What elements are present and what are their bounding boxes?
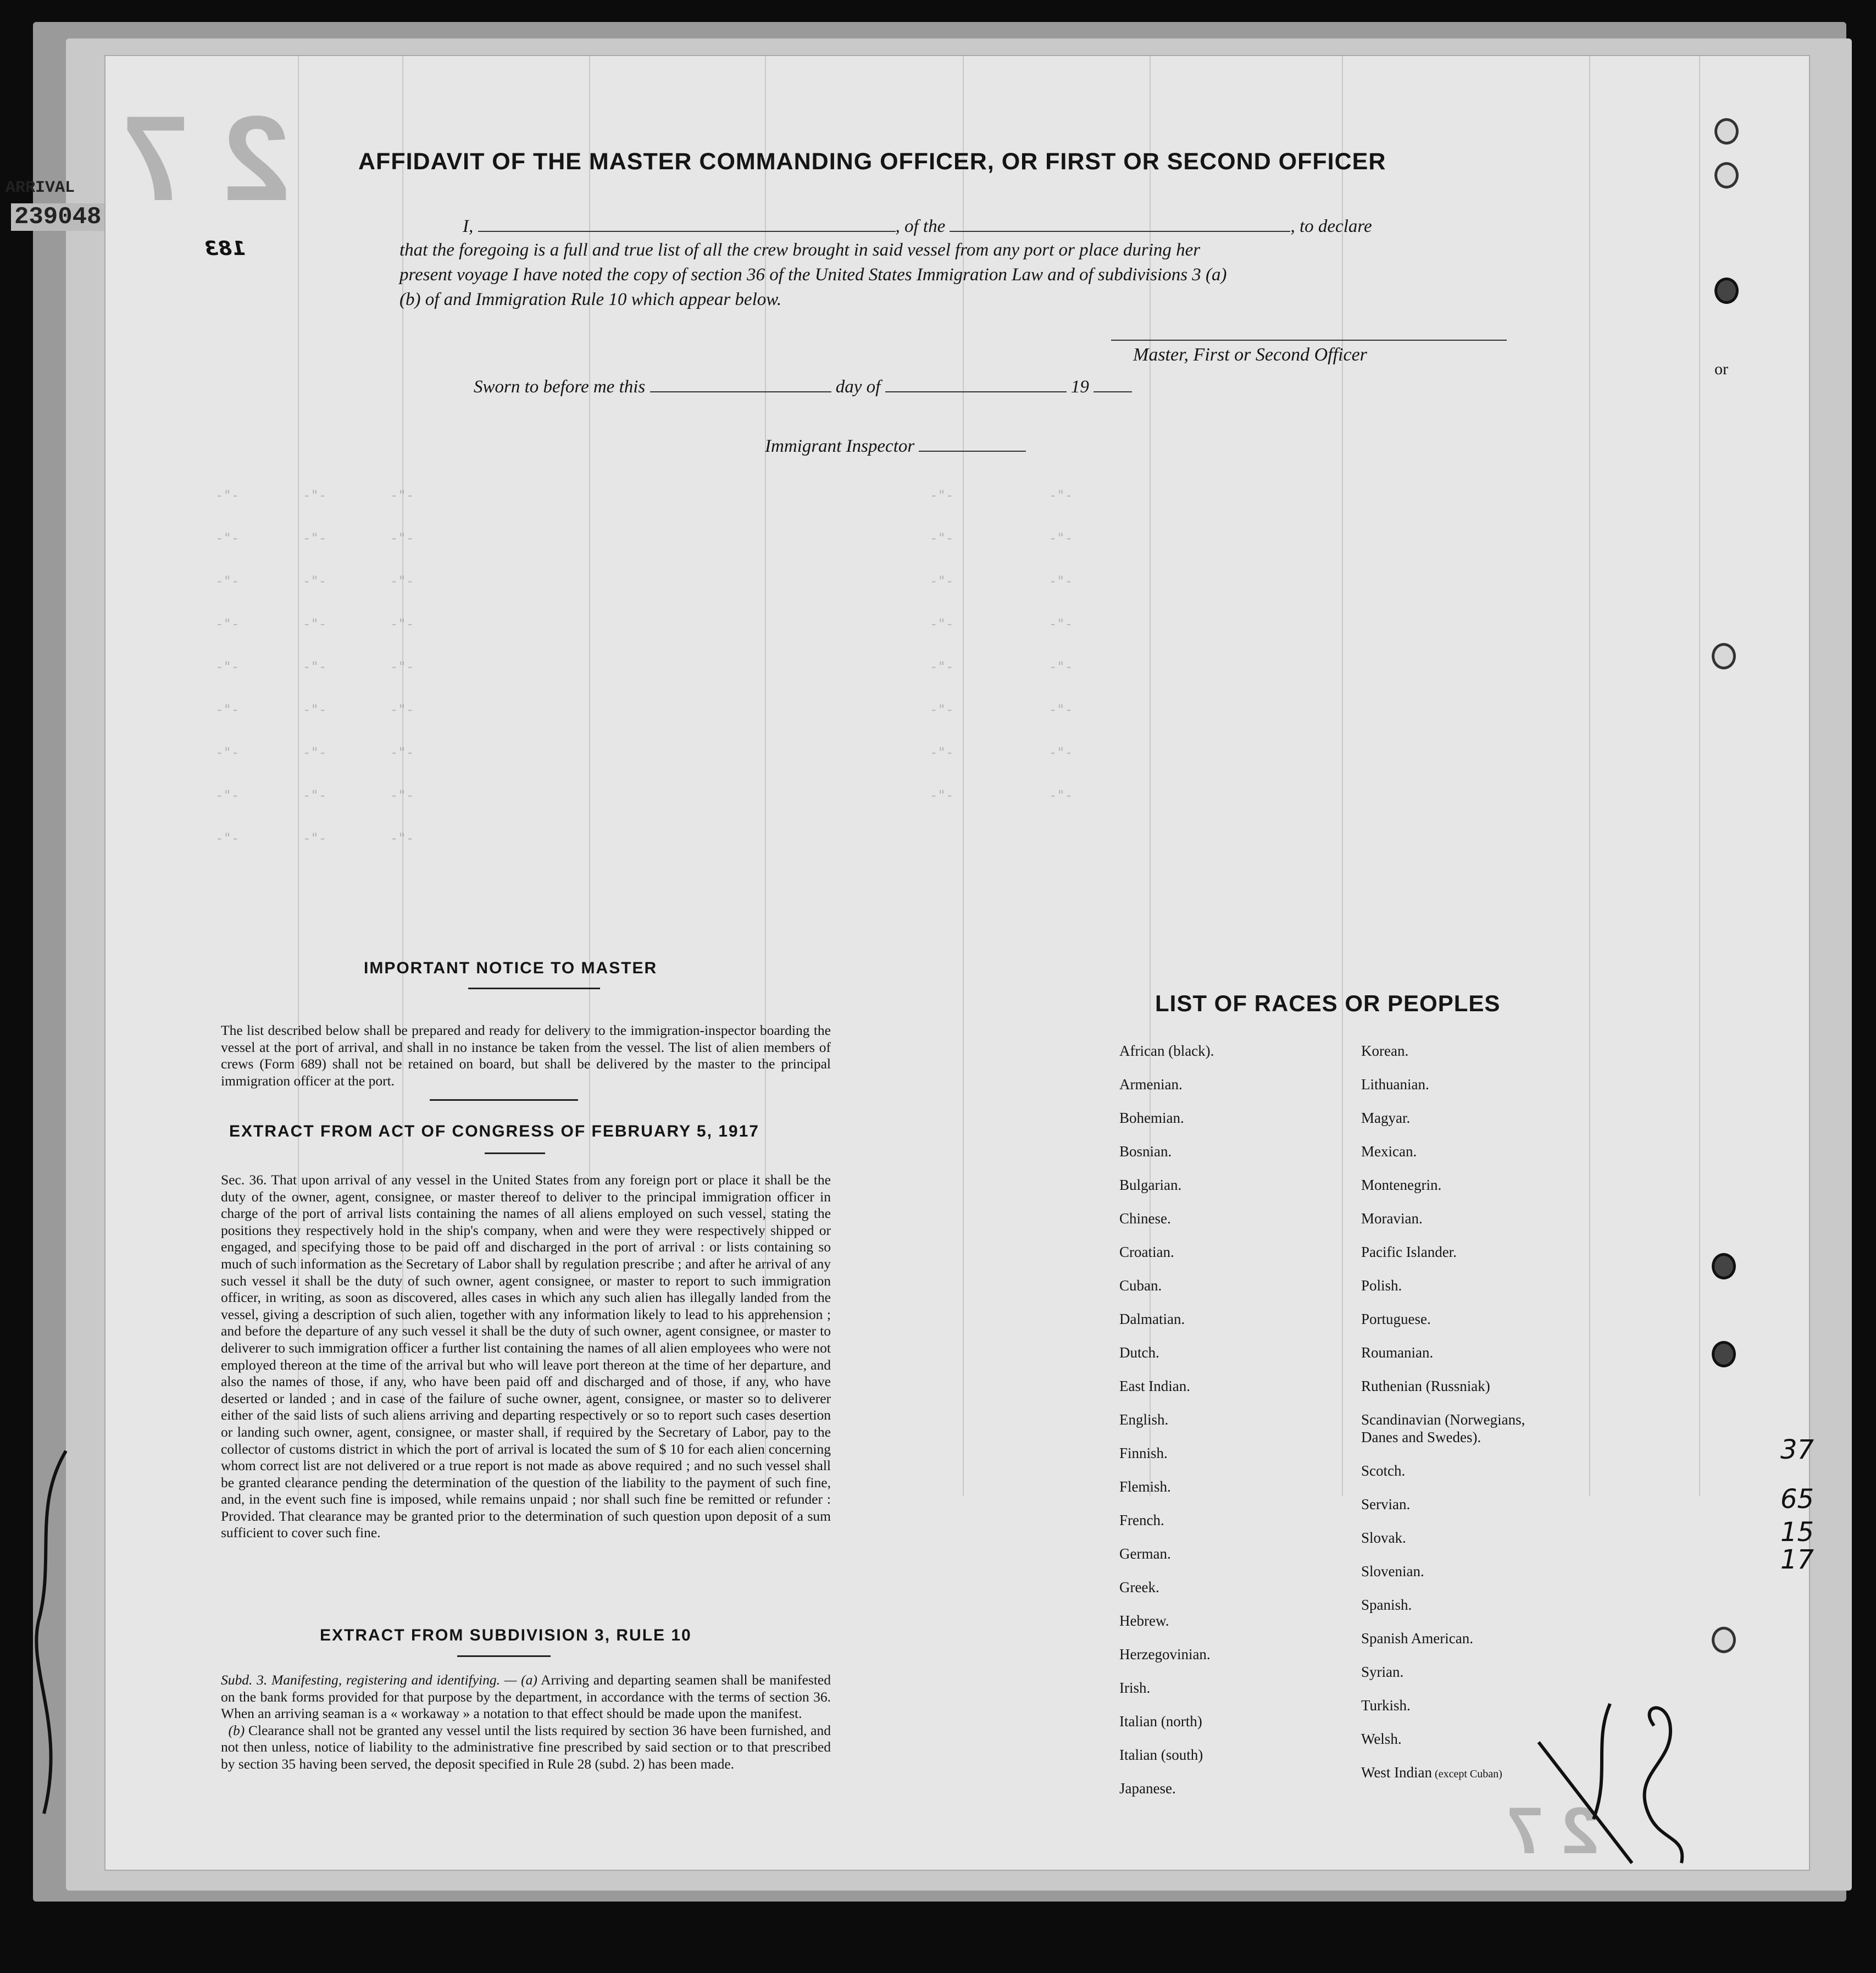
handwritten-scrawl [1528, 1682, 1709, 1880]
binder-hole [1712, 1341, 1736, 1367]
affidavit-line-3: present voyage I have noted the copy of section 36 of the United States Immigration Law and of subdivisions 3 (a) [399, 265, 1227, 285]
race-item: English. [1119, 1411, 1169, 1428]
race-item: Pacific Islander. [1361, 1244, 1457, 1260]
race-item: Spanish American. [1361, 1630, 1473, 1647]
rule-paragraph-b [221, 1722, 831, 1773]
sheet-number: 183 [204, 237, 246, 260]
race-item: Mexican. [1361, 1143, 1417, 1160]
binder-hole [1714, 118, 1739, 145]
rule-subd-a: Arriving and departing seamen shall be manifested on the bank forms provided for that purpose by the department, in accordance with the terms of section 36. When an arriving seaman is a « workaway » a notation to that effect should be made upon the manifest. [221, 1672, 831, 1722]
act-rule [485, 1152, 545, 1154]
rule-subd-b-lead: (b) [228, 1722, 245, 1738]
race-item: Korean. [1361, 1043, 1409, 1059]
affidavit-line-4: (b) of and Immigration Rule 10 which appear below. [399, 290, 782, 309]
races-heading: LIST OF RACES OR PEOPLES [1155, 990, 1501, 1016]
bleed-column-rule [1589, 56, 1590, 1496]
race-item: Croatian. [1119, 1244, 1174, 1260]
handwritten-number: 15 [1780, 1517, 1814, 1548]
affidavit-line-2: that the foregoing is a full and true list of all the crew brought in said vessel from any port or place during her [399, 240, 1201, 260]
inspector-blank [919, 435, 1026, 452]
rule-paragraph-a [221, 1672, 831, 1722]
sworn-year-blank [1094, 376, 1132, 392]
race-item: Bulgarian. [1119, 1177, 1182, 1193]
race-item: Danes and Swedes). [1361, 1429, 1481, 1445]
sworn-line [474, 376, 1132, 397]
race-item: Slovenian. [1361, 1563, 1424, 1579]
race-item: Bosnian. [1119, 1143, 1172, 1160]
race-item: African (black). [1119, 1043, 1214, 1059]
master-signature-label: Master, First or Second Officer [1133, 345, 1367, 365]
affidavit-to-declare: , to declare [1290, 217, 1372, 236]
race-item: Flemish. [1119, 1478, 1171, 1495]
race-item: Roumanian. [1361, 1344, 1434, 1361]
race-item: West Indian (except Cuban) [1361, 1764, 1502, 1781]
bleed-column-rule [1699, 56, 1700, 1496]
race-item: Servian. [1361, 1496, 1411, 1512]
race-item: Greek. [1119, 1579, 1159, 1595]
master-signature-line [1111, 324, 1507, 341]
race-item: Dutch. [1119, 1344, 1159, 1361]
race-item: Scandinavian (Norwegians, [1361, 1411, 1525, 1428]
sworn-day-of: day of [835, 377, 881, 397]
affidavit-line-1 [463, 215, 1372, 237]
race-item: Bohemian. [1119, 1110, 1184, 1126]
rule-rule [457, 1655, 551, 1657]
race-item-note: (except Cuban) [1432, 1768, 1502, 1780]
rule-subd-a-lead: Subd. 3. Manifesting, registering and identifying. — (a) [221, 1672, 537, 1688]
race-item: Turkish. [1361, 1697, 1411, 1714]
race-item: Slovak. [1361, 1529, 1406, 1546]
race-item: Moravian. [1361, 1210, 1423, 1227]
handwritten-number: 17 [1780, 1544, 1814, 1575]
binder-hole [1712, 643, 1736, 669]
race-item: Italian (south) [1119, 1747, 1203, 1763]
race-item: Polish. [1361, 1277, 1402, 1294]
race-item: Irish. [1119, 1680, 1151, 1696]
act-text [221, 1172, 831, 1542]
race-item: Scotch. [1361, 1462, 1406, 1479]
bleed-row-marks-right: -"- -"- -"- -"- -"- -"- -"- -"- -"- -"- -"- -"- -"- -"- -"- -"- [930, 487, 1073, 803]
affidavit-of-the: , of the [895, 217, 946, 236]
race-item: Spanish. [1361, 1597, 1412, 1613]
race-item: Finnish. [1119, 1445, 1168, 1461]
race-item: Syrian. [1361, 1664, 1404, 1680]
race-item: French. [1119, 1512, 1164, 1528]
race-item: Portuguese. [1361, 1311, 1431, 1327]
bleed-column-rule [1342, 56, 1343, 1496]
edge-text-or: or [1714, 360, 1728, 378]
arrival-stamp [5, 179, 75, 197]
race-item: Ruthenian (Russniak) [1361, 1378, 1490, 1394]
notice-end-rule [430, 1099, 578, 1101]
race-item: German. [1119, 1545, 1171, 1562]
sworn-day-blank [650, 376, 831, 392]
binder-hole [1712, 1253, 1736, 1279]
bleed-row-marks: -"- -"- -"- -"- -"- -"- -"- -"- -"- -"- -"- -"- -"- -"- -"- -"- -"- -"- -"- -"- -"- -"- -"- -"- -"- -"- -"- [215, 487, 414, 846]
manifest-sheet [104, 55, 1810, 1871]
rule-subd-b: Clearance shall not be granted any vessel until the lists required by section 36 have been furnished, and not then unless, notice of liability to the administrative fine prescribed by said section or to that prescribed by section 35 having been served, the deposit specified in Rule 28 (subd. 2) has been made. [221, 1722, 831, 1772]
race-item: East Indian. [1119, 1378, 1190, 1394]
vessel-blank [950, 215, 1290, 232]
handwritten-margin-mark [22, 1440, 99, 1825]
rule-heading: EXTRACT FROM SUBDIVISION 3, RULE 10 [320, 1626, 692, 1644]
rule-text [221, 1672, 831, 1773]
arrival-number: 239048 [11, 203, 104, 231]
affidavit-i: I, [463, 217, 474, 236]
bleed-sheet-number-bottom: 2 7 [1507, 1794, 1599, 1867]
sworn-year: 19 [1070, 377, 1089, 397]
race-item: Armenian. [1119, 1076, 1183, 1093]
handwritten-number: 65 [1780, 1484, 1814, 1515]
notice-paragraph: The list described below shall be prepared and ready for delivery to the immigration-inspector boarding the vessel at the port of arrival, and shall in no instance be taken from the vessel. The list of alien members of crews (Form 689) shall not be retained on board, but shall be delivered by the master to the principal immigration officer at the port. [221, 1022, 831, 1089]
race-item: Japanese. [1119, 1780, 1176, 1797]
arrival-stamp-label: ARRIVAL [5, 179, 75, 197]
bleed-sheet-number: 2 7 [122, 91, 290, 226]
sworn-text: Sworn to before me this [474, 377, 646, 397]
notice-heading: IMPORTANT NOTICE TO MASTER [364, 959, 658, 977]
binder-hole [1714, 162, 1739, 189]
handwritten-number: 37 [1780, 1434, 1814, 1465]
binder-hole [1712, 1627, 1736, 1653]
race-item: Lithuanian. [1361, 1076, 1429, 1093]
race-item: Magyar. [1361, 1110, 1411, 1126]
race-item: Montenegrin. [1361, 1177, 1442, 1193]
notice-rule [468, 988, 600, 989]
race-item: Hebrew. [1119, 1612, 1169, 1629]
affidavit-title: AFFIDAVIT OF THE MASTER COMMANDING OFFICER, OR FIRST OR SECOND OFFICER [358, 148, 1386, 175]
inspector-label: Immigrant Inspector [765, 436, 915, 456]
race-item: Cuban. [1119, 1277, 1162, 1294]
binder-hole [1714, 278, 1739, 304]
name-blank [478, 215, 896, 232]
race-item: Italian (north) [1119, 1713, 1202, 1730]
race-item: Chinese. [1119, 1210, 1171, 1227]
act-heading: EXTRACT FROM ACT OF CONGRESS OF FEBRUARY 5, 1917 [229, 1122, 759, 1140]
race-item: Dalmatian. [1119, 1311, 1185, 1327]
race-item: Herzegovinian. [1119, 1646, 1211, 1662]
sworn-month-blank [885, 376, 1067, 392]
race-item: Welsh. [1361, 1731, 1402, 1747]
notice-text [221, 1022, 831, 1089]
act-paragraph: Sec. 36. That upon arrival of any vessel in the United States from any foreign port or place it shall be the duty of the owner, agent, consignee, or master thereof to deliver to the principal immigration officer in charge of the port of arrival lists containing the names of all aliens employed on such vessel, stating the positions they respectively hold in the ship's company, when and were they were respectively shipped or engaged, and specifying those to be paid off and discharged in the port of arrival : or lists containing so much of such information as the Secretary of Labor shall by regulation prescribe ; and after he arrival of any such vessel it shall be the duty of such owner, agent consignee, or master to report to such immigration officer, in writing, as soon as discovered, alles cases in which any such alien has illegally landed from the vessel, giving a description of such alien, together with any information likely to lead to his apprehension ; and before the departure of any such vessel it shall be the duty of such owner, agent consignee, or master to deliverer to such immigration officer a further list containing the names of all alien employees who were not employed thereon at the time of the arrival but who will leave port thereon at the time of her departure, and also the names of those, if any, who have been paid off and discharged and of those, if any, who have deserted or landed ; and in case of the failure of suche owner, agent, consignee, or master so to deliverer either of the said lists of such aliens arriving and departing respectively or so to report such cases desertion or landing such owner, agent, consignee, or master shall, if required by the Secretary of Labor, pay to the collector of customs district in which the port of arrival is located the sum of $ 10 for each alien concerning whom correct list are not delivered or a true report is not made as above required ; and no such vessel shall be granted clearance pending the determination of the question of the liability to the payment of such fine, and, in the event such fine is imposed, while remains unpaid ; nor shall such fine be remitted or refunder : Provided. That clearance may be granted prior to the determination of such question upon deposit of a sum sufficient to cover such fine. [221, 1172, 831, 1541]
inspector-line [765, 435, 1026, 457]
